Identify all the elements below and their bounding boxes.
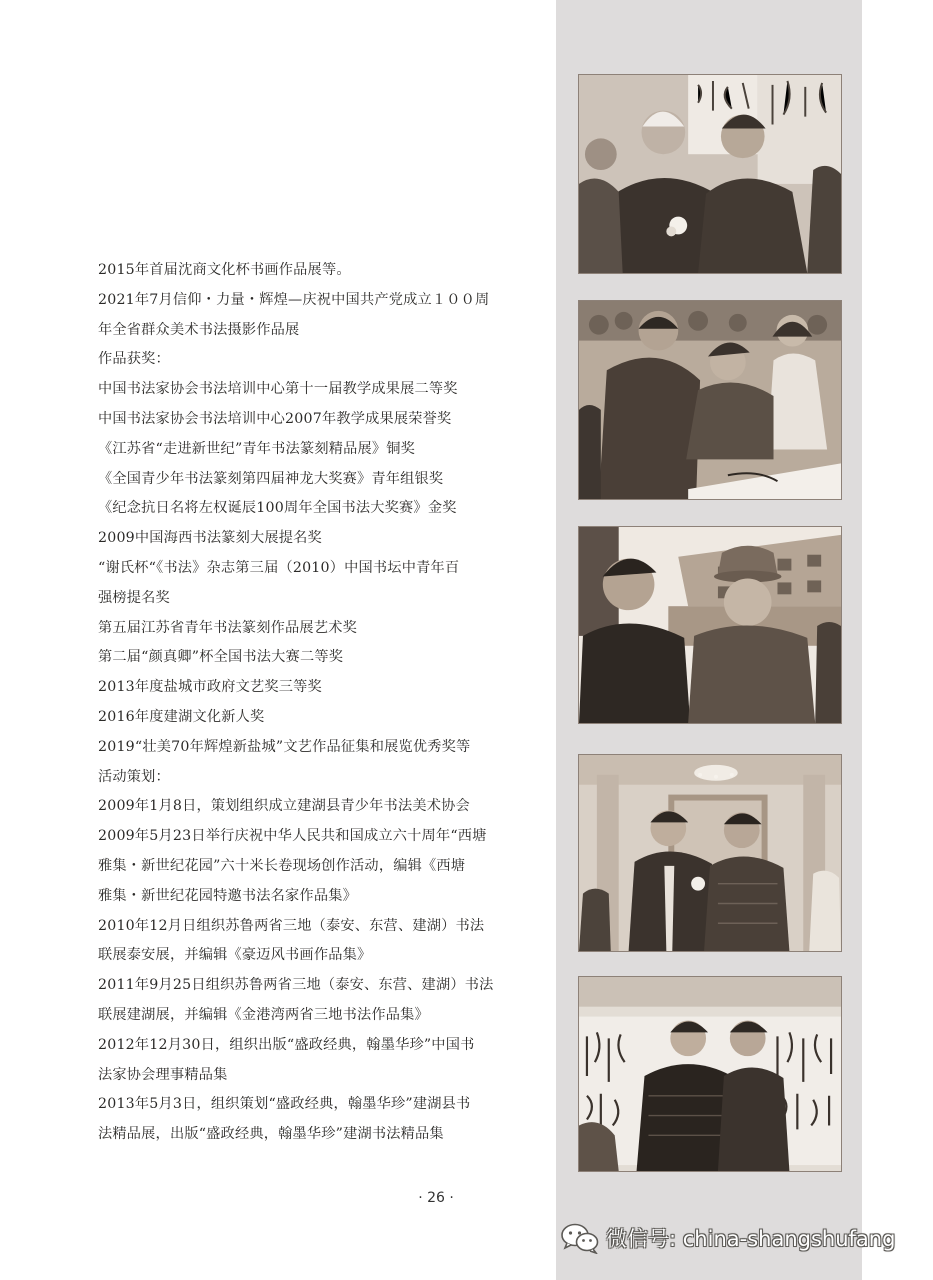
text-line: 2011年9月25日组织苏鲁两省三地（泰安、东营、建湖）书法 — [98, 977, 494, 994]
text-line: 联展泰安展，并编辑《豪迈风书画作品集》 — [98, 947, 372, 964]
text-line: 中国书法家协会书法培训中心2007年教学成果展荣誉奖 — [98, 410, 452, 427]
watermark-text: 微信号: china-shangshufang — [606, 1227, 896, 1251]
text-line: 强榜提名奖 — [98, 589, 170, 606]
text-line: 雅集・新世纪花园”六十米长卷现场创作活动，编辑《西塘 — [98, 857, 466, 874]
text-line: 2009年1月8日，策划组织成立建湖县青少年书法美术协会 — [98, 798, 470, 815]
text-line: 第五届江苏省青年书法篆刻作品展艺术奖 — [98, 619, 357, 636]
text-line: 中国书法家协会书法培训中心第十一届教学成果展二等奖 — [98, 381, 458, 398]
body-text-column — [98, 256, 538, 1150]
text-line: “谢氏杯“《书法》杂志第三届（2010）中国书坛中青年百 — [98, 559, 460, 576]
text-line: 2021年7月信仰・力量・辉煌—庆祝中国共产党成立１００周 — [98, 291, 490, 308]
text-line: 联展建湖展，并编辑《金港湾两省三地书法作品集》 — [98, 1006, 429, 1023]
text-line: 第二届“颜真卿”杯全国书法大赛二等奖 — [98, 649, 344, 666]
photo-3 — [578, 526, 842, 724]
text-line: 活动策划： — [98, 768, 170, 785]
text-line: 法精品展，出版“盛政经典，翰墨华珍”建湖书法精品集 — [98, 1126, 444, 1143]
text-line: 2009中国海西书法篆刻大展提名奖 — [98, 530, 322, 547]
text-line: 2009年5月23日举行庆祝中华人民共和国成立六十周年“西塘 — [98, 828, 487, 845]
text-line: 《纪念抗日名将左权诞辰100周年全国书法大奖赛》金奖 — [98, 500, 457, 517]
text-line: 2013年度盐城市政府文艺奖三等奖 — [98, 679, 322, 696]
text-line: 《江苏省“走进新世纪”青年书法篆刻精品展》铜奖 — [98, 440, 416, 457]
text-line: 2016年度建湖文化新人奖 — [98, 708, 265, 725]
photo-1 — [578, 74, 842, 274]
wechat-icon — [560, 1222, 600, 1254]
photo-5 — [578, 976, 842, 1172]
text-line: 2013年5月3日，组织策划“盛政经典，翰墨华珍”建湖县书 — [98, 1096, 471, 1113]
text-line: 2019“壮美70年辉煌新盐城”文艺作品征集和展览优秀奖等 — [98, 738, 471, 755]
photo-4 — [578, 754, 842, 952]
text-line: 2015年首届沈商文化杯书画作品展等。 — [98, 262, 351, 278]
text-line: 2012年12月30日，组织出版“盛政经典，翰墨华珍”中国书 — [98, 1036, 475, 1053]
wechat-watermark — [560, 1220, 895, 1256]
page-number: · 26 · — [418, 1190, 454, 1206]
text-line: 2010年12月日组织苏鲁两省三地（泰安、东营、建湖）书法 — [98, 917, 485, 934]
text-line: 《全国青少年书法篆刻第四届神龙大奖赛》青年组银奖 — [98, 470, 444, 487]
text-line: 年全省群众美术书法摄影作品展 — [98, 321, 300, 338]
text-line: 作品获奖： — [98, 351, 170, 368]
photo-2 — [578, 300, 842, 500]
text-line: 法家协会理事精品集 — [98, 1066, 228, 1083]
text-line: 雅集・新世纪花园特邀书法名家作品集》 — [98, 887, 357, 904]
